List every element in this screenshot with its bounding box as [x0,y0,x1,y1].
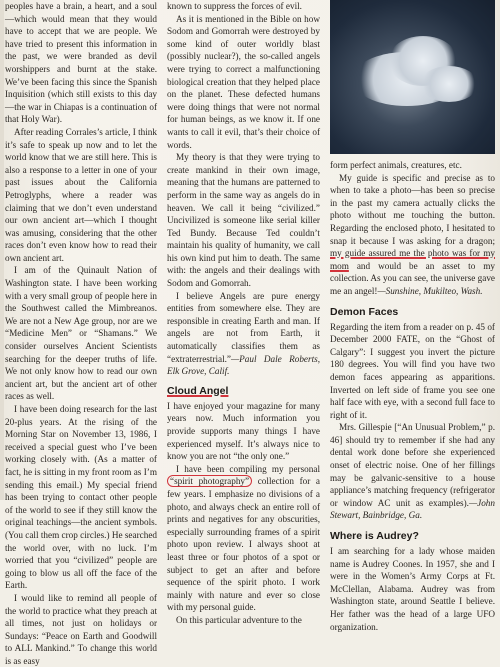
paragraph: I have been doing research for the last 20-plus years. At the rising of the Morning Star on November 13, 1986, I received a special guest who I’ve been working closely with. (As a matter of fact, he is sitting in my front room as I’m sending this email.) My special friend has been trying to contact other people of the world to see if they still know the original teachings—the ancient symbols. (You call them crop circles.) He searched the world over, with no luck. I’m worried that you “civilized” people are going to blow us all off the face of the Earth. [5,404,157,591]
paragraph: I am of the Quinault Nation of Washington state. I have been working with a very small group of people here in the Southwest called the Mimbreanos. We are not a New Age group, nor are we “Medicine Men” or “Shamans.” We consider ourselves Ancient Scientists searching for the deeper truths of life. We not only know how to read our own ancient art, but the ancient art of other races as well. [5,265,157,402]
paragraph [330,172,495,298]
paragraph: peoples have a brain, a heart, and a soul—which would mean that they would have to accept that we are people. We have tried to present this information in the past, we were branded as devil worshippers and burnt at the stake. We’ve been facing this since the Spanish Inquisition (which still exists to this day—the war in Chiapas is a continuation of that Holy War). [5,1,157,125]
paragraph: As it is mentioned in the Bible on how Sodom and Gomorrah were destroyed by some kind of outer worldly blast (possibly nuclear?), the so-called angels were trying to correct a malfunctioning biological creation that they helped place on the planet. These defected humans were doing things that were not normal for human beings, as we know it. If one wants to call it evil, that’s their choice of words. [167,13,320,150]
paragraph: After reading Corrales’s article, I think it’s safe to speak up now and to let the world know that we are still here. This is also a response to a letter in one of your past issues about the California Petroglyphs, where a reader was claiming that we don’t even understand our own ancient art—which I thought was amusing, considering that the other races don’t even know how to read their own ancient art. [5,126,157,263]
letter-signature: —Paul Dale Roberts, Elk Grove, Calif. [167,353,320,377]
column-right [330,0,495,632]
paragraph: I would like to remind all people of the world to practice what they preach at all times, not just on holidays or Sundays: “Peace on Earth and Goodwill to ALL Mankind.” To change this world is as easy [5,592,157,666]
column-middle [167,0,320,625]
paragraph: form perfect animals, creatures, etc. [330,160,462,170]
letter-signature: —John Stewart, Bainbridge, Ga. [330,497,495,521]
column-left [5,0,157,666]
paragraph: I have enjoyed your magazine for many years now. Much information you provide supports many things I have experienced myself. It’s always nice to know you are not “the only one.” [167,400,320,462]
paragraph-text: and would be an asset to my collection. As you can see, the universe gave me an angel! [330,260,495,296]
section-heading-cloud-angel [167,384,320,398]
paragraph: I am searching for a lady whose maiden name is Audrey Coones. In 1957, she and I were in the Women’s Army Corps at Ft. McClellan, Alabama. Audrey was from Washington state, around Seattle I believe. Her father was the head of a large UFO organization. [330,546,495,632]
heading-text: Cloud Angel [167,384,229,397]
paragraph-text: Mrs. Gillespie [“An Unusual Problem,” p. 46] should try to remember if she had any dental work done before she experienced onset of electric noise. One of her fillings may be galvanic-sensitive to a house appliance’s matching frequency (refrigerator or window AC unit as examples). [330,422,495,508]
paragraph-text: I have been compiling my personal [176,463,320,474]
underlined-phrase: my guide assured me the photo was for my mom [330,248,495,271]
circled-phrase: “spirit photography” [167,475,252,487]
paragraph: known to suppress the forces of evil. [167,1,302,11]
paragraph: On this particular adventure to the [176,614,302,625]
paragraph [167,463,320,614]
cloud-angel-photo [330,0,495,154]
section-heading-where-is-audrey: Where is Audrey? [330,530,419,543]
paragraph: Regarding the item from a reader on p. 45 of December 2000 FATE, on the “Ghost of Calgary”: I suggest you invert the picture 180 degrees. You will find you have two demon faces appearing as apparitions. Inverted on left side of frame you see one half face with eye, with a second full face to right of it. [330,321,495,420]
paragraph [167,290,320,378]
page-edge [0,0,4,500]
section-heading-demon-faces: Demon Faces [330,305,399,318]
paragraph: My theory is that they were trying to create mankind in their own image, meaning that the humans are patterned to perform in the same way as angels do in heaven. We call it being “civilized.” Uncivilized is someone like serial killer Ted Bundy. Because Ted couldn’t maintain his quality of humanity, we call his own kind put him to death. The same with: the angels and their dealings with Sodom and Gomorrah. [167,152,320,289]
paragraph-text: I believe Angels are pure energy entities from somewhere else. They are responsible in creating Earth and man. If angels are not from Earth, it automatically classifies them as “extraterrestrial.” [167,290,320,364]
paragraph-text: collection for a few years. I emphasize no divisions of a photo, and always check an entire roll of prints and negatives for any obscurities, especially surrounding frames of a spirit photo upon review. I always shoot at least three or four photos of a spot or subject to get an after and before sequence of the spirit photo. I work mainly with nature and ever so close with my personal guide. [167,476,320,613]
letter-signature: —Sunshine, Mukilteo, Wash. [377,285,483,296]
cloud-shape [420,66,478,102]
paragraph [330,421,495,522]
paragraph-text: My guide is specific and precise as to when to take a photo—has been so precise in the past my camera actually clicks the photo without me touching the button. Regarding the enclosed photo, I hesitated to snap it because I was asking for a dragon; [330,172,495,246]
